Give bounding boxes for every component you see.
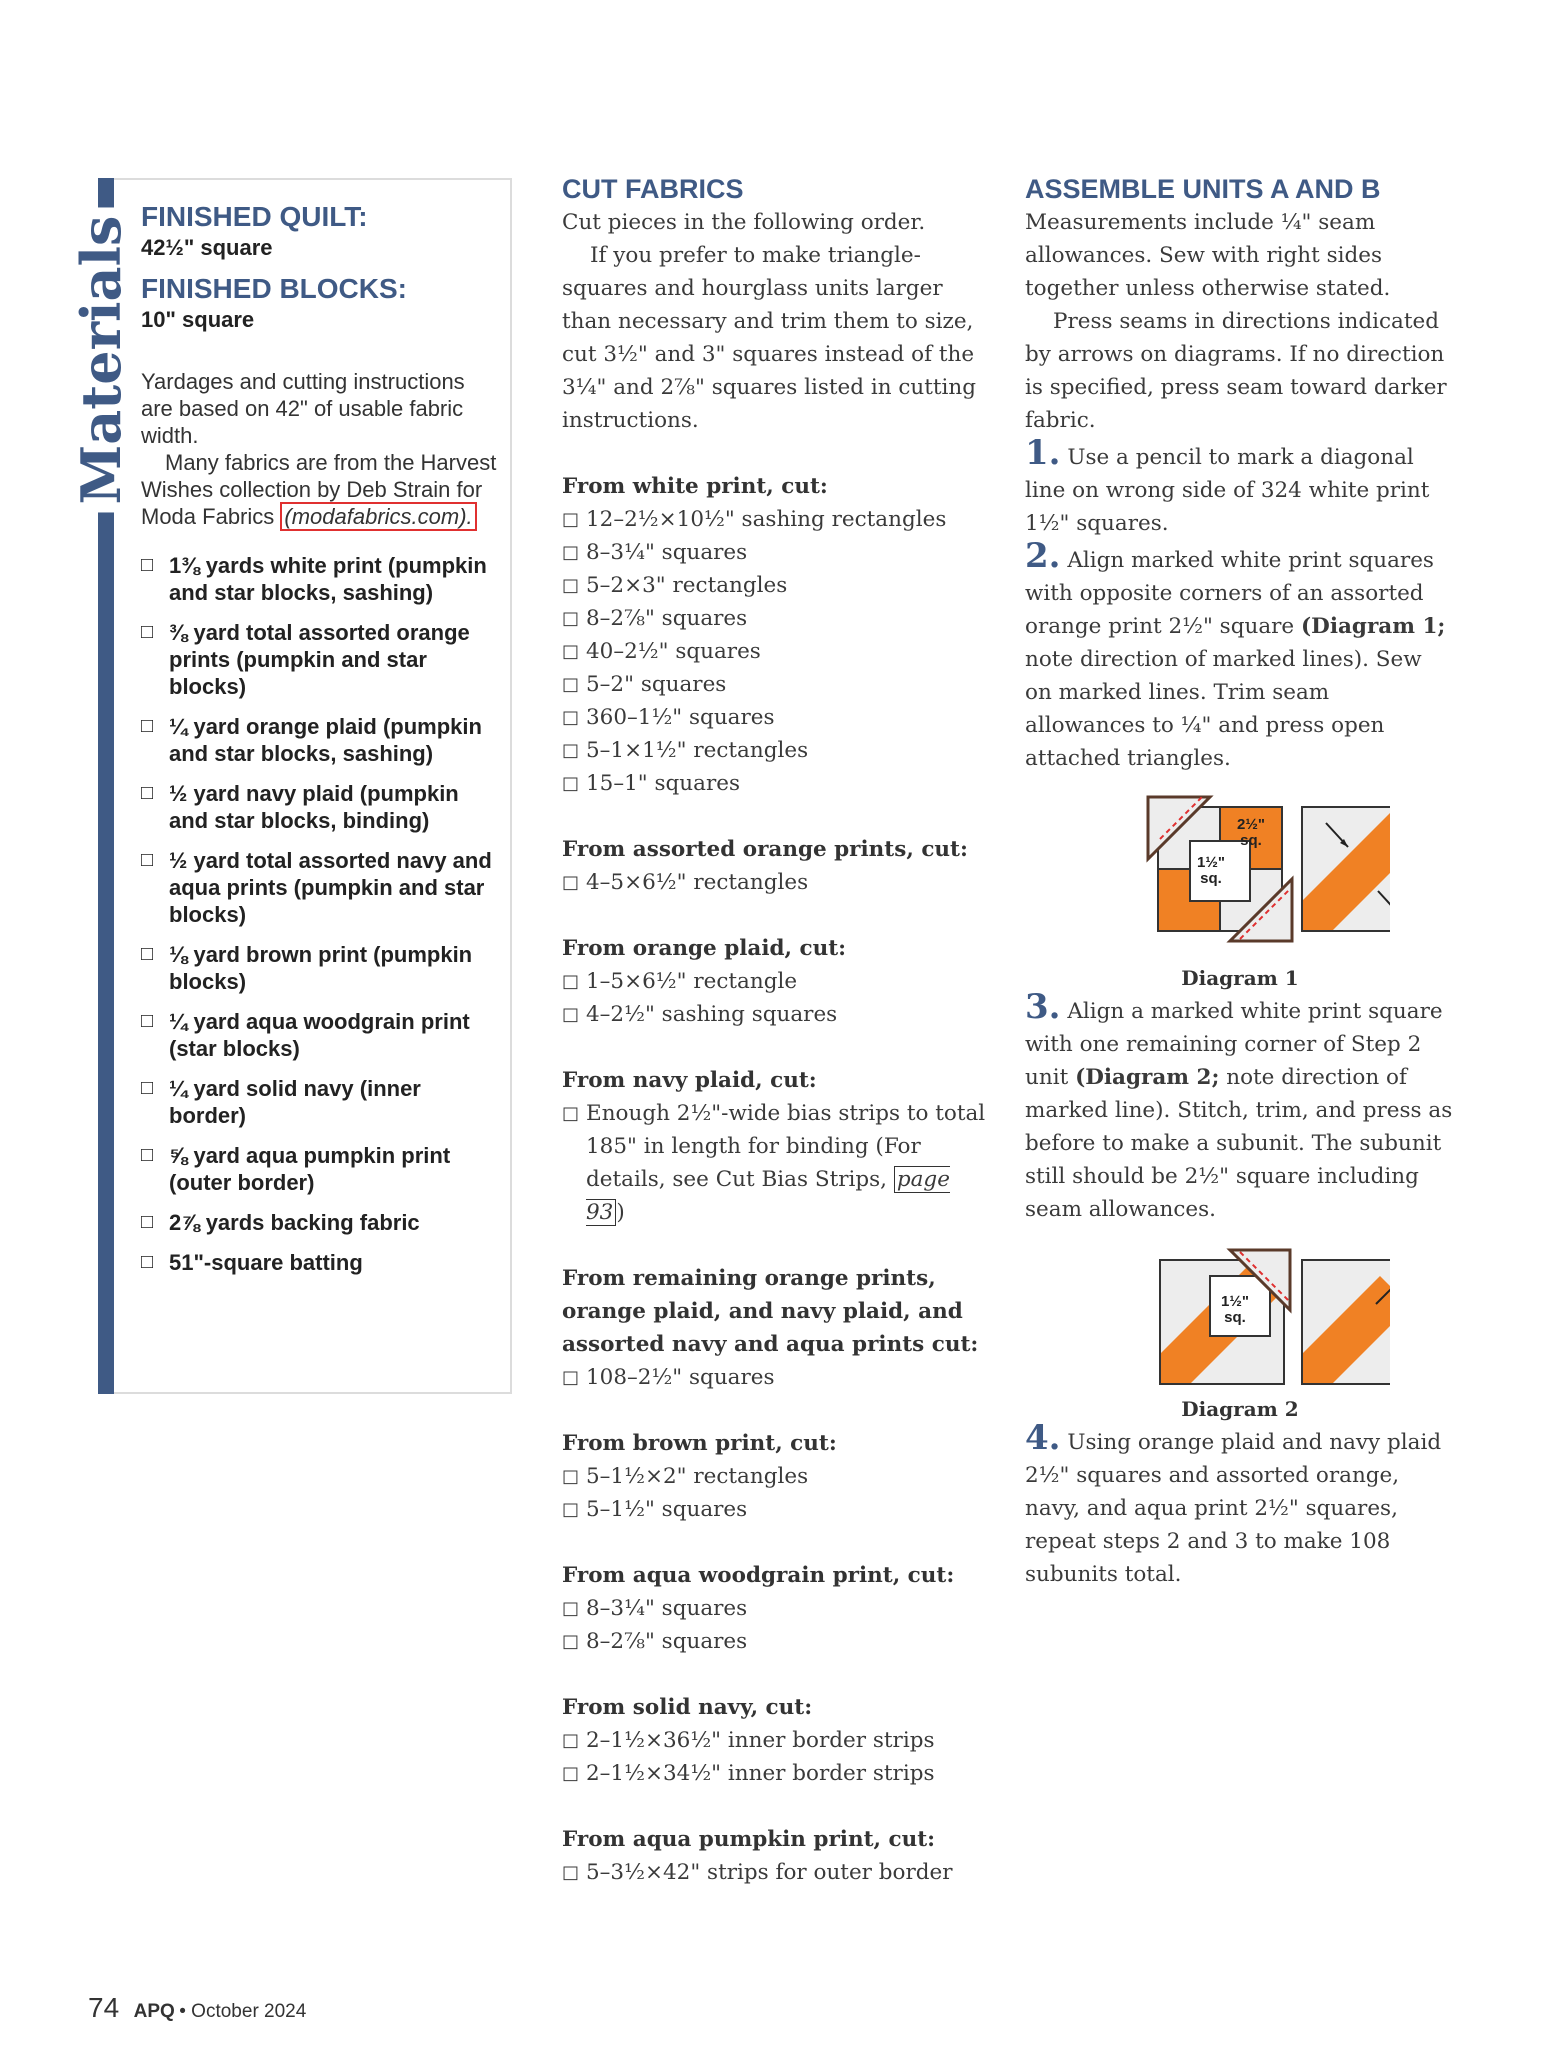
step-2 bbox=[1025, 536, 1455, 775]
cut-item: □ 2–1½×36½" inner border strips bbox=[562, 1724, 992, 1757]
cut-group-remaining bbox=[562, 1262, 992, 1394]
page-93-link[interactable]: page 93 bbox=[586, 1167, 950, 1225]
diagram-1-small-label: 1½" bbox=[1197, 854, 1225, 871]
cut-group-brown bbox=[562, 1427, 992, 1526]
cut-intro-2: If you prefer to make triangle-squares and hourglass units larger than necessary and trim them to size, cut 3½" and 3" squares instead of the 3¼" and 2⅞" squares listed in cutting instructions. bbox=[562, 243, 977, 433]
cut-item: □ 360–1½" squares bbox=[562, 701, 992, 734]
diagram-1-graphic bbox=[1090, 795, 1390, 955]
cut-item-close: ) bbox=[616, 1200, 625, 1225]
materials-list bbox=[141, 552, 501, 1276]
step-number: 4. bbox=[1025, 1418, 1061, 1458]
diagram-1-right-unit bbox=[1302, 807, 1390, 931]
cut-intro-1: Cut pieces in the following order. bbox=[562, 210, 926, 235]
cut-head: From remaining orange prints, orange plaid, and navy plaid, and assorted navy and aqua prints cut: bbox=[562, 1266, 979, 1357]
materials-item: □ ½ yard total assorted navy and aqua prints (pumpkin and star blocks) bbox=[141, 847, 501, 928]
assemble-title: ASSEMBLE UNITS A AND B bbox=[1025, 174, 1381, 204]
step-text: Using orange plaid and navy plaid 2½" squares and assorted orange, navy, and aqua print 2½" squares, repeat steps 2 and 3 to make 108 subunits total. bbox=[1025, 1430, 1442, 1587]
assemble-intro-2: Press seams in directions indicated by arrows on diagrams. If no direction is specified, press seam toward darker fabric. bbox=[1025, 309, 1447, 433]
cut-item bbox=[562, 1097, 992, 1229]
cut-item: □ 8–2⅞" squares bbox=[562, 1625, 992, 1658]
step-text: Use a pencil to mark a diagonal line on wrong side of 324 white print 1½" squares. bbox=[1025, 445, 1430, 536]
cut-group-orange-prints bbox=[562, 833, 992, 899]
cut-item: □ 4–2½" sashing squares bbox=[562, 998, 992, 1031]
diagram-2-graphic bbox=[1090, 1246, 1390, 1386]
cut-group-orange-plaid bbox=[562, 932, 992, 1031]
cut-item: □ 5–2" squares bbox=[562, 668, 992, 701]
issue-date: • October 2024 bbox=[179, 2001, 307, 2022]
diagram-1-big-label: 2½" bbox=[1237, 816, 1265, 833]
diagram-1-big-label-2: sq. bbox=[1240, 832, 1262, 849]
cut-item: □ 5–2×3" rectangles bbox=[562, 569, 992, 602]
assemble-column bbox=[1025, 172, 1455, 1591]
cut-head: From aqua pumpkin print, cut: bbox=[562, 1827, 936, 1852]
materials-note-2 bbox=[141, 449, 501, 530]
materials-note-1: Yardages and cutting instructions are based on 42" of usable fabric width. bbox=[141, 369, 465, 448]
cut-fabrics-title: CUT FABRICS bbox=[562, 174, 744, 204]
diagram-1 bbox=[1025, 795, 1455, 991]
diagram-2-label: 1½" bbox=[1221, 1293, 1249, 1310]
cut-fabrics-column bbox=[562, 172, 992, 1889]
page-footer bbox=[88, 1992, 306, 2024]
cut-head: From assorted orange prints, cut: bbox=[562, 837, 968, 862]
cut-head: From aqua woodgrain print, cut: bbox=[562, 1563, 955, 1588]
diagram-2-right-unit bbox=[1302, 1260, 1390, 1384]
cut-group-aqua-pumpkin bbox=[562, 1823, 992, 1889]
cut-item: □ 15–1" squares bbox=[562, 767, 992, 800]
materials-item: □ ¼ yard aqua woodgrain print (star blocks) bbox=[141, 1008, 501, 1062]
cut-item: □ 40–2½" squares bbox=[562, 635, 992, 668]
diagram-2-label-2: sq. bbox=[1224, 1309, 1246, 1326]
diagram-ref: (Diagram 2; bbox=[1075, 1065, 1220, 1090]
materials-notes bbox=[141, 368, 501, 530]
diagram-ref: (Diagram 1; bbox=[1301, 614, 1446, 639]
cut-group-white bbox=[562, 470, 992, 800]
step-text: note direction of marked lines). Sew on marked lines. Trim seam allowances to ¼" and press open attached triangles. bbox=[1025, 647, 1422, 771]
step-number: 1. bbox=[1025, 433, 1061, 473]
cut-item: □ 8–3¼" squares bbox=[562, 536, 992, 569]
cut-head: From white print, cut: bbox=[562, 474, 828, 499]
cut-head: From navy plaid, cut: bbox=[562, 1068, 817, 1093]
cut-item: □ 2–1½×34½" inner border strips bbox=[562, 1757, 992, 1790]
materials-title bbox=[70, 210, 132, 510]
step-3 bbox=[1025, 987, 1455, 1226]
cut-head: From solid navy, cut: bbox=[562, 1695, 813, 1720]
materials-item: □ 1⅜ yards white print (pumpkin and star blocks, sashing) bbox=[141, 552, 501, 606]
materials-item: □ ⅜ yard total assorted orange prints (pumpkin and star blocks) bbox=[141, 619, 501, 700]
step-text: Align a marked white print square with one remaining corner of Step 2 unit bbox=[1025, 999, 1443, 1090]
cut-item: □ 5–1½" squares bbox=[562, 1493, 992, 1526]
materials-item: □ ⅝ yard aqua pumpkin print (outer border) bbox=[141, 1142, 501, 1196]
step-number: 2. bbox=[1025, 536, 1061, 576]
materials-item: □ ¼ yard orange plaid (pumpkin and star blocks, sashing) bbox=[141, 713, 501, 767]
diagram-2-caption: Diagram 2 bbox=[1181, 1397, 1299, 1421]
diagram-1-left-unit bbox=[1148, 797, 1292, 941]
cut-item: □ 8–3¼" squares bbox=[562, 1592, 992, 1625]
cut-item: □ 1–5×6½" rectangle bbox=[562, 965, 992, 998]
assemble-intro-1: Measurements include ¼" seam allowances. Sew with right sides together unless otherwise stated. bbox=[1025, 210, 1391, 301]
finished-quilt-label: FINISHED QUILT: bbox=[141, 201, 368, 232]
materials-item: □ ¼ yard solid navy (inner border) bbox=[141, 1075, 501, 1129]
materials-content bbox=[141, 200, 501, 1289]
materials-item: □ ½ yard navy plaid (pumpkin and star blocks, binding) bbox=[141, 780, 501, 834]
magazine-name: APQ bbox=[133, 2001, 175, 2022]
cut-head: From orange plaid, cut: bbox=[562, 936, 847, 961]
cut-item: □ 5–1½×2" rectangles bbox=[562, 1460, 992, 1493]
materials-item: □ 2⅞ yards backing fabric bbox=[141, 1209, 501, 1236]
materials-item: □ 51"-square batting bbox=[141, 1249, 501, 1276]
cut-group-aqua-woodgrain bbox=[562, 1559, 992, 1658]
diagram-2-left-unit bbox=[1160, 1250, 1290, 1384]
step-4 bbox=[1025, 1418, 1455, 1591]
finished-blocks-label: FINISHED BLOCKS: bbox=[141, 273, 407, 304]
cut-group-navy-plaid bbox=[562, 1064, 992, 1229]
cut-item: □ 5–1×1½" rectangles bbox=[562, 734, 992, 767]
materials-title-text: Materials bbox=[69, 208, 133, 513]
cut-item: □ 8–2⅞" squares bbox=[562, 602, 992, 635]
diagram-2 bbox=[1025, 1246, 1455, 1422]
cut-item-text: Enough 2½"-wide bias strips to total 185" in length for binding (For details, see Cut Bias Strips, bbox=[586, 1101, 986, 1192]
step-text: note direction of marked line). Stitch, trim, and press as before to make a subunit. The subunit still should be 2½" square including seam allowances. bbox=[1025, 1065, 1453, 1222]
finished-blocks-value: 10" square bbox=[141, 307, 255, 332]
moda-link[interactable]: (modafabrics.com). bbox=[280, 502, 476, 531]
finished-quilt-value: 42½" square bbox=[141, 235, 273, 260]
cut-item: □ 12–2½×10½" sashing rectangles bbox=[562, 503, 992, 536]
step-number: 3. bbox=[1025, 987, 1061, 1027]
cut-group-solid-navy bbox=[562, 1691, 992, 1790]
diagram-1-small-label-2: sq. bbox=[1200, 870, 1222, 887]
step-text: Align marked white print squares with opposite corners of an assorted orange print 2½" square bbox=[1025, 548, 1434, 639]
materials-item: □ ⅛ yard brown print (pumpkin blocks) bbox=[141, 941, 501, 995]
cut-item: □ 5–3½×42" strips for outer border bbox=[562, 1856, 992, 1889]
cut-item: □ 4–5×6½" rectangles bbox=[562, 866, 992, 899]
cut-item: □ 108–2½" squares bbox=[562, 1361, 992, 1394]
page-number: 74 bbox=[88, 1992, 120, 2023]
cut-head: From brown print, cut: bbox=[562, 1431, 837, 1456]
diagram-1-caption: Diagram 1 bbox=[1181, 966, 1299, 990]
materials-note-2-text: Many fabrics are from the Harvest Wishes collection by Deb Strain for Moda Fabrics bbox=[141, 450, 497, 529]
step-1 bbox=[1025, 433, 1455, 540]
